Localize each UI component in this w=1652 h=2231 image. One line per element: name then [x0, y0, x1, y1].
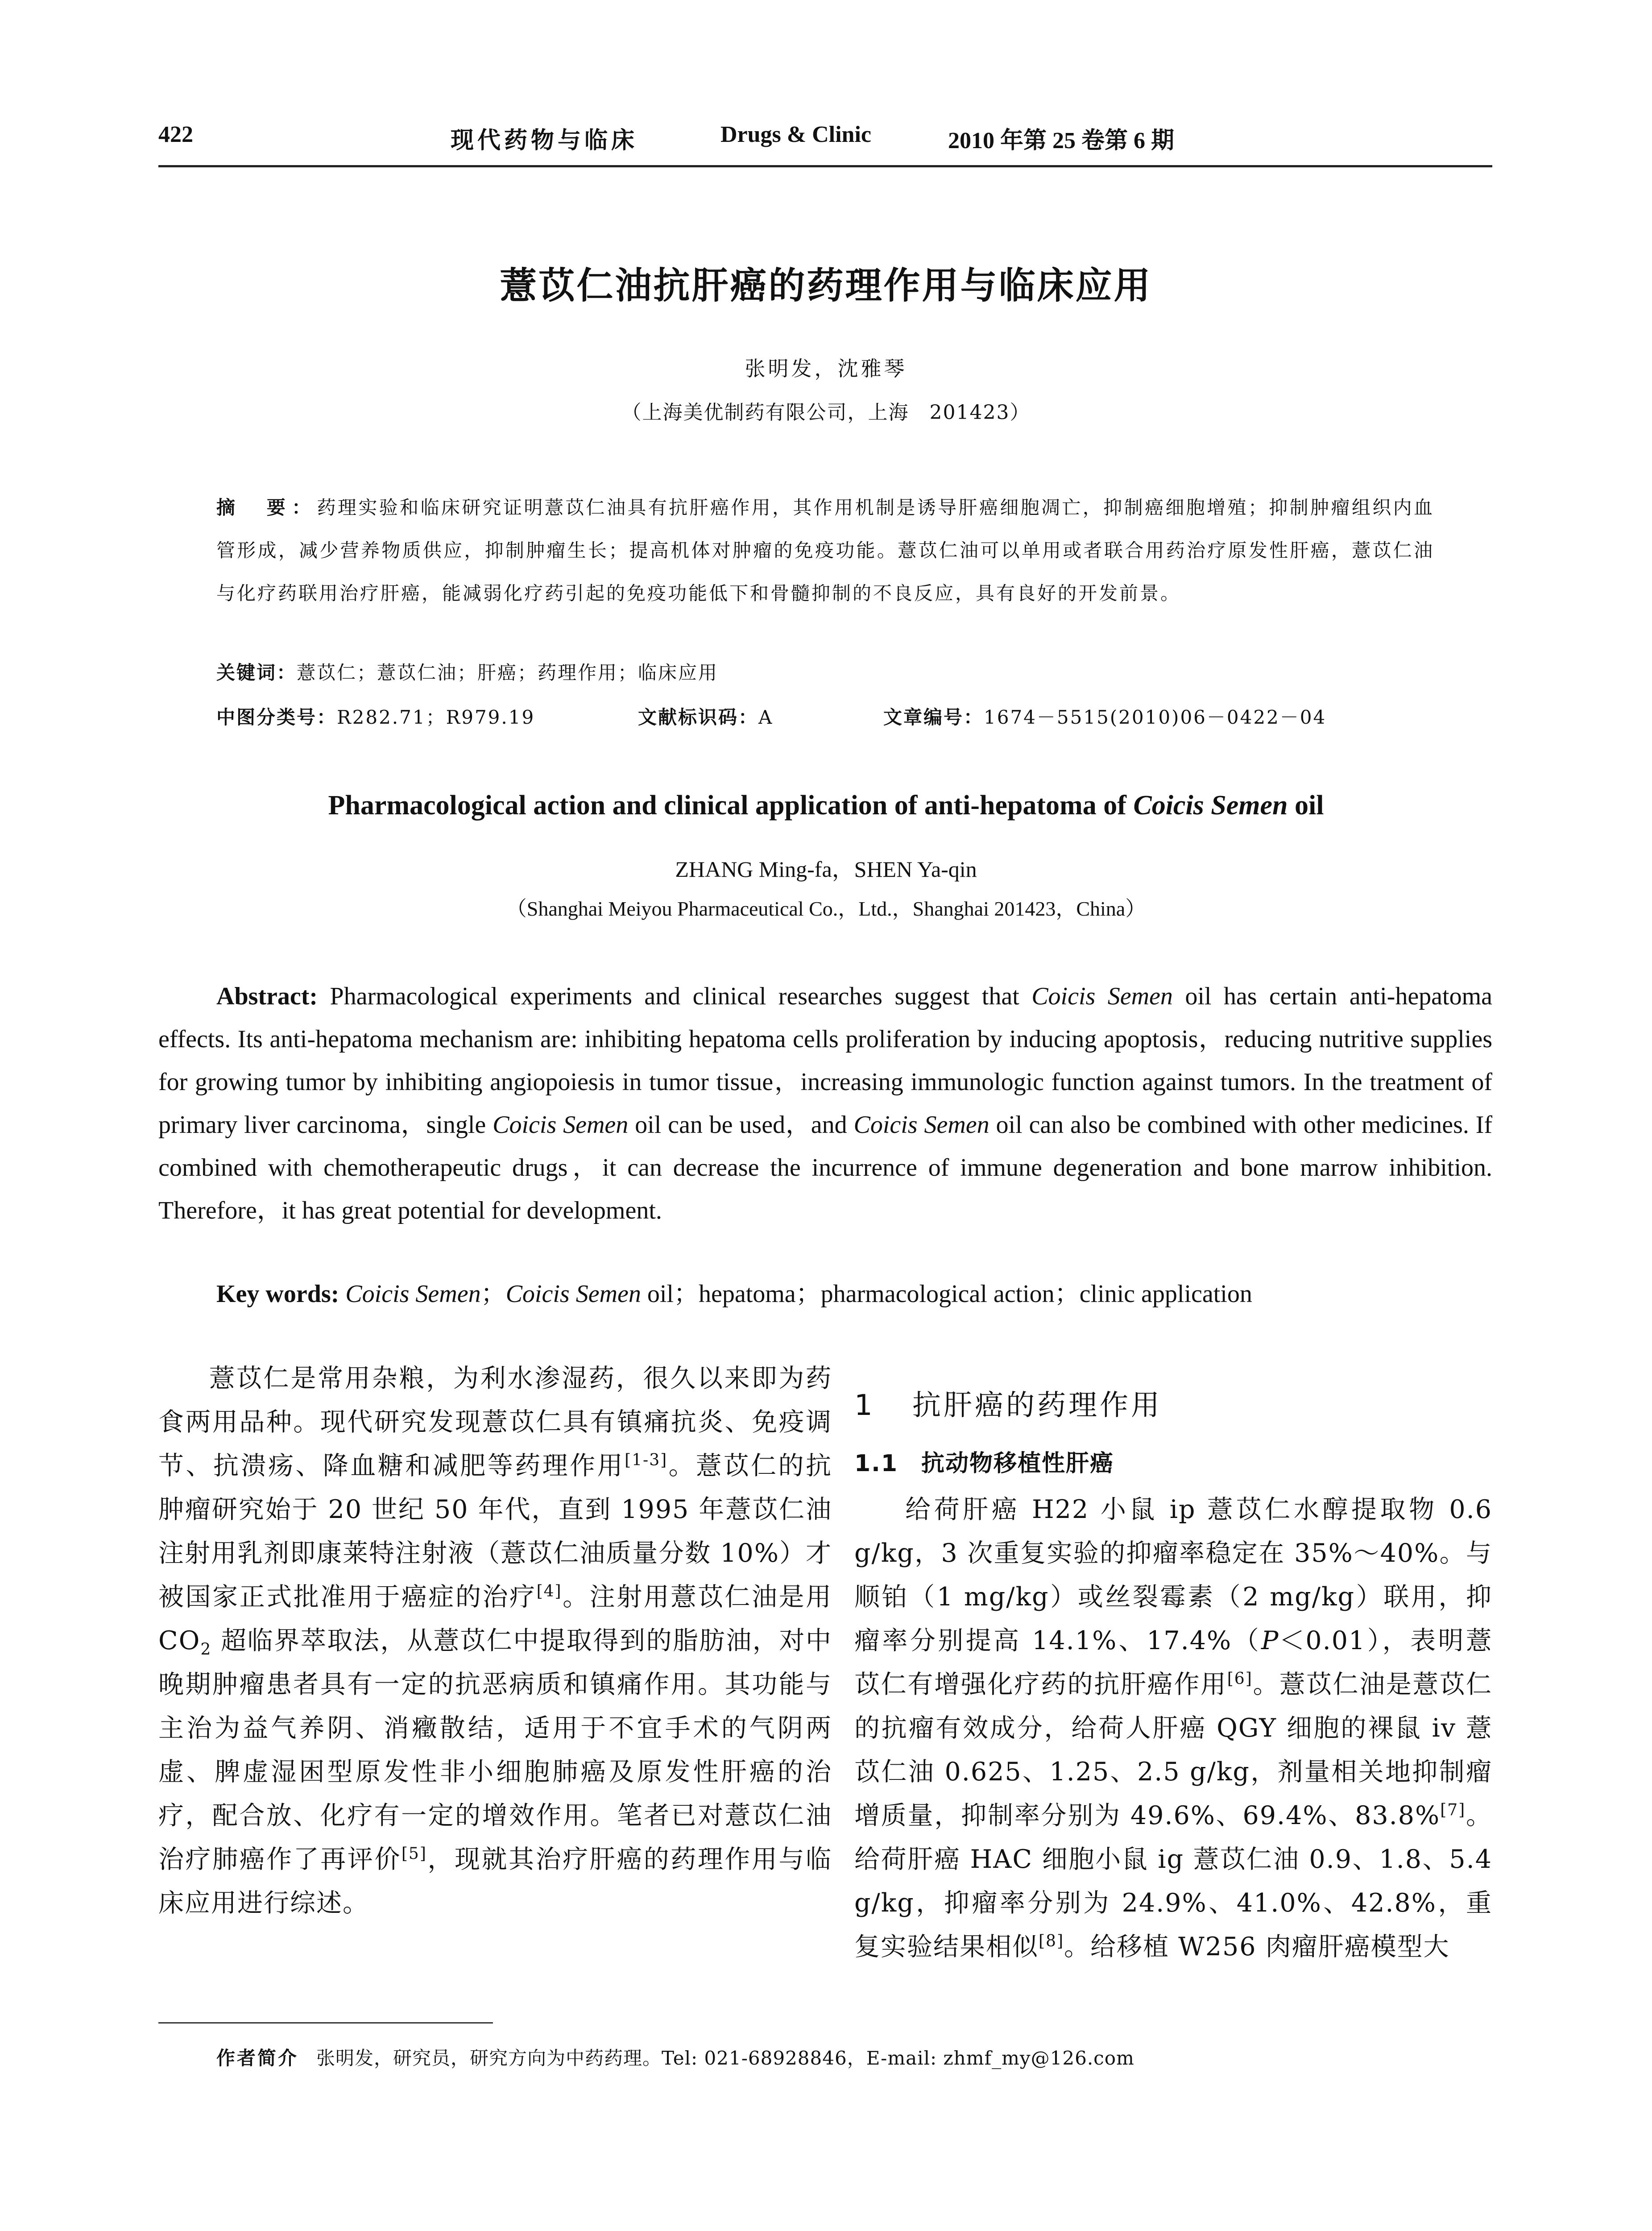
body-text: ＜0.01），表明薏苡仁有增强化疗药的抗肝癌作用: [854, 1626, 1492, 1699]
italic-p: P: [1261, 1626, 1279, 1655]
title-en-italic: Coicis Semen: [1133, 790, 1288, 821]
body-paragraph: [854, 1488, 1492, 1969]
body-text: 。薏苡仁油是薏苡仁的抗瘤有效成分，给荷人肝癌 QGY 细胞的裸鼠 iv 薏苡仁油 0.625、1.25、2.5 g/kg，剂量相关地抑制瘤增质量，抑制率分别为 49.6%、69.4%、83.8%: [854, 1670, 1493, 1830]
body-text: 。给移植 W256 肉瘤肝癌模型大: [1064, 1932, 1450, 1961]
subscript: 2: [200, 1640, 212, 1659]
keywords-cn: [216, 658, 1434, 685]
abstract-en-part: oil can be used，and: [628, 1111, 854, 1139]
citation: [4]: [536, 1582, 562, 1601]
abstract-en-italic: Coicis Semen: [493, 1111, 629, 1139]
abstract-en-part: oil can also be combined with other medicines. If combined with chemotherapeutic drugs，it can decrease the incurrence of immune degeneration and bone marrow inhibition. Therefore，it has great potential for development.: [158, 1111, 1493, 1224]
keyword-en-italic: Coicis Semen: [345, 1280, 481, 1308]
doc-code-value: A: [758, 706, 774, 728]
citation: [6]: [1227, 1670, 1253, 1688]
running-head: [158, 117, 1497, 157]
intro-text: 。薏苡仁的抗肿瘤研究始于 20 世纪 50 年代，直到 1995 年薏苡仁油注射用乳剂即康莱特注射液（薏苡仁油质量分数 10%）才被国家正式批准用于癌症的治疗: [158, 1451, 832, 1612]
section-heading: [854, 1356, 1492, 1428]
left-column: [158, 1356, 832, 1925]
article-no-value: 1674－5515(2010)06－0422－04: [984, 706, 1327, 728]
section-number: 1: [854, 1389, 875, 1422]
journal-name-en: Drugs & Clinic: [720, 122, 871, 147]
journal-name-cn: 现代药物与临床: [451, 128, 638, 153]
abstract-cn-text: 药理实验和临床研究证明薏苡仁油具有抗肝癌作用，其作用机制是诱导肝癌细胞凋亡，抑制癌细胞增殖；抑制肿瘤组织内血管形成，减少营养物质供应，抑制肿瘤生长；提高机体对肿瘤的免疫功能。薏苡仁油可以单用或者联合用药治疗原发性肝癌，薏苡仁油与化疗药联用治疗肝癌，能减弱化疗药引起的免疫功能低下和骨髓抑制的不良反应，具有良好的开发前景。: [216, 497, 1434, 604]
authors-cn: 张明发，沈雅琴: [745, 357, 907, 381]
abstract-en-italic: Coicis Semen: [1031, 983, 1173, 1010]
abstract-en-part: oil has certain anti-hepatoma effects. Its anti-hepatoma mechanism are: inhibiting hepatoma cells proliferation by inducing apoptosis，reducing nutritive supplies for growing tumor by inhibiting angiopoiesis in tumor tissue，increasing immunologic function against tumors. In the treatment of primary liver carcinoma，single: [158, 983, 1492, 1139]
abstract-en: [158, 975, 1492, 1232]
footnote-rule: [158, 2022, 493, 2024]
keywords-cn-label: 关键词：: [216, 662, 297, 684]
section-title: 抗肝癌的药理作用: [912, 1389, 1162, 1422]
citation: [5]: [401, 1845, 427, 1863]
subsection-number: 1.1: [854, 1450, 898, 1477]
footnote-text: 张明发，研究员，研究方向为中药药理。Tel: 021-68928846，E-mail: zhmf_my@126.com: [316, 2047, 1134, 2069]
abstract-en-part: Pharmacological experiments and clinical researches suggest that: [318, 983, 1032, 1010]
keywords-cn-text: 薏苡仁；薏苡仁油；肝癌；药理作用；临床应用: [297, 662, 719, 684]
keywords-en-rest: oil；hepatoma；pharmacological action；clinic application: [641, 1280, 1252, 1308]
article-no-field: [883, 703, 1326, 730]
abstract-en-label: Abstract:: [216, 983, 318, 1010]
citation: [7]: [1440, 1801, 1466, 1819]
author-footnote: [216, 2044, 1492, 2070]
header-rule: [158, 165, 1492, 167]
abstract-cn-label: 摘 要：: [216, 497, 317, 518]
affiliation-cn: （上海美优制药有限公司，上海 201423）: [621, 401, 1031, 424]
article-no-label: 文章编号：: [883, 706, 984, 728]
doc-code-label: 文献标识码：: [638, 706, 759, 728]
doc-code-field: [638, 703, 773, 730]
right-column: [854, 1356, 1492, 1969]
intro-text: 超临界萃取法，从薏苡仁中提取得到的脂肪油，对中晚期肿瘤患者具有一定的抗恶病质和镇痛作用。其功能与主治为益气养阴、消癥散结，适用于不宜手术的气阴两虚、脾虚湿困型原发性非小细胞肺癌及原发性肝癌的治疗，配合放、化疗有一定的增效作用。笔者已对薏苡仁油治疗肺癌作了再评价: [158, 1626, 832, 1874]
abstract-en-italic: Coicis Semen: [853, 1111, 990, 1139]
citation: [8]: [1039, 1932, 1064, 1950]
body-text: 给荷肝癌 H22 小鼠 ip 薏苡仁水醇提取物 0.6 g/kg，3 次重复实验的抑瘤率稳定在 35%～40%。与顺铂（1 mg/kg）或丝裂霉素（2 mg/kg）联用，抑瘤率分别提高 14.1%、17.4%（: [854, 1495, 1492, 1655]
keyword-en-italic: Coicis Semen: [505, 1280, 641, 1308]
issue-info: 2010 年第 25 卷第 6 期: [948, 128, 1175, 153]
title-en-post: oil: [1288, 790, 1324, 821]
title-en-pre: Pharmacological action and clinical application of anti-hepatoma of: [328, 790, 1134, 821]
keyword-en-separator: ；: [480, 1280, 506, 1308]
footnote-label: 作者简介: [216, 2047, 299, 2069]
citation: [1-3]: [625, 1451, 668, 1469]
clc-field: [216, 703, 535, 730]
article-title-en: [0, 790, 1652, 821]
keywords-en-label: Key words:: [216, 1280, 340, 1308]
affiliation-en: （Shanghai Meiyou Pharmaceutical Co.，Ltd.，Shanghai 201423，China）: [506, 897, 1146, 920]
clc-value: R282.71；R979.19: [337, 706, 535, 728]
intro-text: 。注射用薏苡仁油是用 CO: [158, 1582, 832, 1655]
subsection-heading: [854, 1441, 1492, 1486]
abstract-cn: [216, 486, 1434, 615]
intro-paragraph: [158, 1356, 832, 1925]
keywords-en: [216, 1274, 1492, 1310]
page-number: 422: [158, 122, 193, 147]
intro-text: 薏苡仁是常用杂粮，为利水渗湿药，很久以来即为药食两用品种。现代研究发现薏苡仁具有镇痛抗炎、免疫调节、抗溃疡、降血糖和减肥等药理作用: [158, 1364, 832, 1480]
intro-text: ，现就其治疗肝癌的药理作用与临床应用进行综述。: [158, 1845, 832, 1918]
clc-label: 中图分类号：: [216, 706, 337, 728]
article-title-cn: 薏苡仁油抗肝癌的药理作用与临床应用: [500, 265, 1152, 307]
body-text: 。给荷肝癌 HAC 细胞小鼠 ig 薏苡仁油 0.9、1.8、5.4 g/kg，抑瘤率分别为 24.9%、41.0%、42.8%，重复实验结果相似: [854, 1801, 1493, 1961]
subsection-title: 抗动物移植性肝癌: [921, 1450, 1114, 1477]
authors-en: ZHANG Ming-fa，SHEN Ya-qin: [675, 857, 977, 882]
